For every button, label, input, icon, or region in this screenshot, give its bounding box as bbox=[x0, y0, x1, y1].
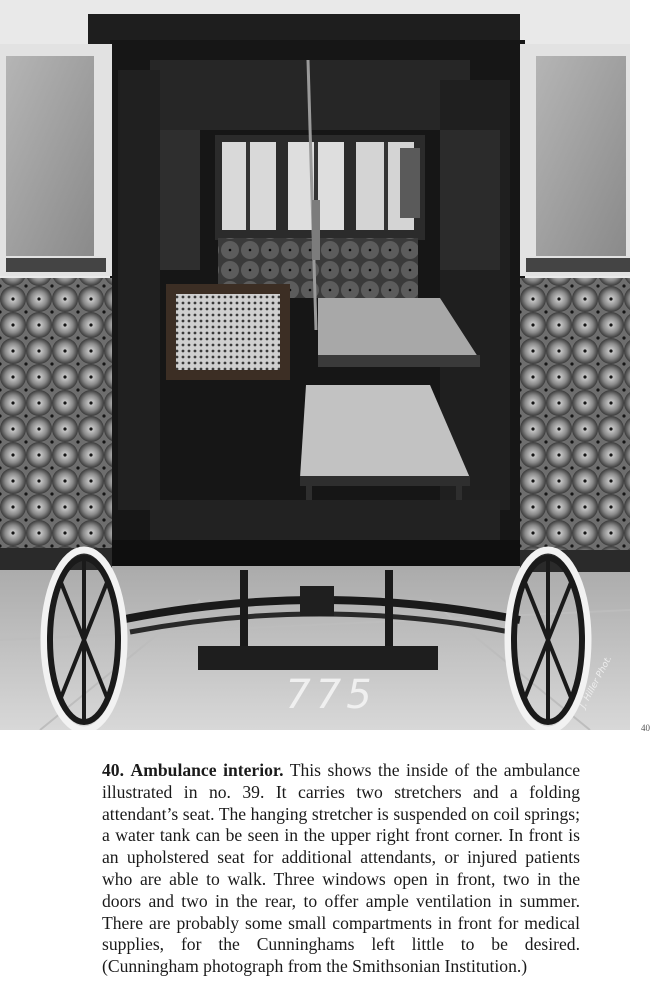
figure-caption bbox=[102, 760, 580, 978]
caption-title: Ambulance interior. bbox=[130, 760, 284, 780]
caption-number: 40. bbox=[102, 760, 124, 780]
photo-plate-number: 775 bbox=[285, 672, 377, 718]
caption-body: This shows the inside of the ambulance illustrated in no. 39. It carries two stretchers and a folding attendant’s seat. The hanging stretcher is suspended on coil springs; a water tank can be seen in the upper right front corner. In front is an upholstered seat for additional attendants, or injured patients who are able to walk. Three windows open in front, two in the doors and two in the rear, to offer ample ventilation in summer. There are probably some small compartments in front for medical supplies, for the Cunninghams left little to be desired. (Cunningham photograph from the Smithsonian Institution.) bbox=[102, 760, 580, 977]
page-number: 40 bbox=[641, 723, 650, 733]
photographer-signature: J. Hiller Phot. bbox=[578, 654, 615, 711]
